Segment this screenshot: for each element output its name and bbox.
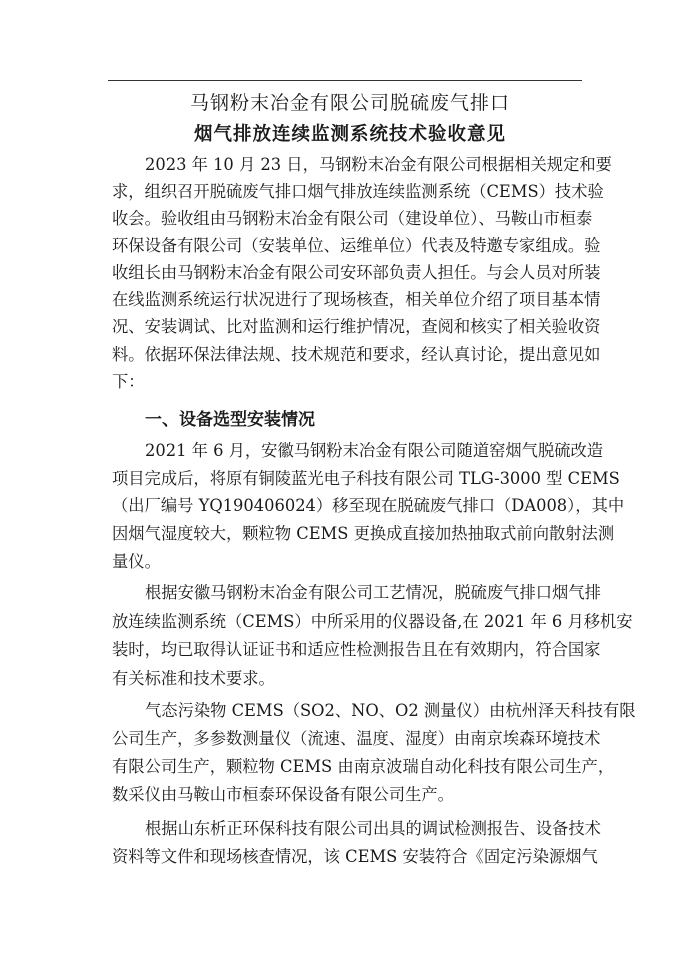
text-line: 公司生产，多参数测量仪（流速、温度、湿度）由南京埃森环境技术: [112, 729, 601, 748]
document-title: 马钢粉末冶金有限公司脱硫废气排口: [189, 92, 510, 114]
header-rule: [108, 80, 582, 81]
text-line: 2023 年 10 月 23 日，马钢粉末冶金有限公司根据相关规定和要: [145, 155, 612, 174]
text-line: 装时，均已取得认证证书和适应性检测报告且在有效期内，符合国家: [112, 640, 601, 659]
text-line: 求，组织召开脱硫废气排口烟气排放连续监测系统（CEMS）技术验: [112, 182, 604, 201]
text-line: 量仪。: [112, 552, 161, 571]
text-line: 根据安徽马钢粉末冶金有限公司工艺情况，脱硫废气排口烟气排: [145, 583, 601, 602]
text-line: 有关标准和技术要求。: [112, 669, 275, 688]
section-heading: 一、设备选型安装情况: [145, 410, 315, 430]
text-line: 2021 年 6 月，安徽马钢粉末冶金有限公司随道窑烟气脱硫改造: [145, 441, 604, 460]
text-line: （出厂编号 YQ190406024）移至现在脱硫废气排口（DA008），其中: [112, 496, 625, 515]
text-line: 环保设备有限公司（安装单位、运维单位）代表及特邀专家组成。验: [112, 236, 601, 255]
text-line: 下：: [112, 372, 145, 391]
text-line: 项目完成后，将原有铜陵蓝光电子科技有限公司 TLG-3000 型 CEMS: [112, 469, 620, 488]
text-line: 有限公司生产，颗粒物 CEMS 由南京波瑞自动化科技有限公司生产，: [112, 757, 615, 776]
text-line: 放连续监测系统（CEMS）中所采用的仪器设备,在 2021 年 6 月移机安: [112, 612, 633, 631]
text-line: 资料等文件和现场核查情况，该 CEMS 安装符合《固定污染源烟气: [112, 847, 598, 866]
text-line: 因烟气湿度较大，颗粒物 CEMS 更换成直接加热抽取式前向散射法测: [112, 524, 615, 543]
text-line: 气态污染物 CEMS（SO2、NO、O2 测量仪）由杭州泽天科技有限: [145, 701, 636, 720]
text-line: 数采仪由马鞍山市桓泰环保设备有限公司生产。: [112, 785, 454, 804]
text-line: 收会。验收组由马钢粉末冶金有限公司（建设单位）、马鞍山市桓泰: [112, 209, 593, 228]
text-line: 料。依据环保法律法规、技术规范和要求，经认真讨论，提出意见如: [112, 345, 601, 364]
text-line: 在线监测系统运行状况进行了现场核查，相关单位介绍了项目基本情: [112, 290, 601, 309]
document-subtitle: 烟气排放连续监测系统技术验收意见: [193, 124, 506, 145]
text-line: 况、安装调试、比对监测和运行维护情况，查阅和核实了相关验收资: [112, 317, 601, 336]
text-line: 根据山东析正环保科技有限公司出具的调试检测报告、设备技术: [145, 819, 601, 838]
text-line: 收组长由马钢粉末冶金有限公司安环部负责人担任。与会人员对所装: [112, 263, 601, 282]
